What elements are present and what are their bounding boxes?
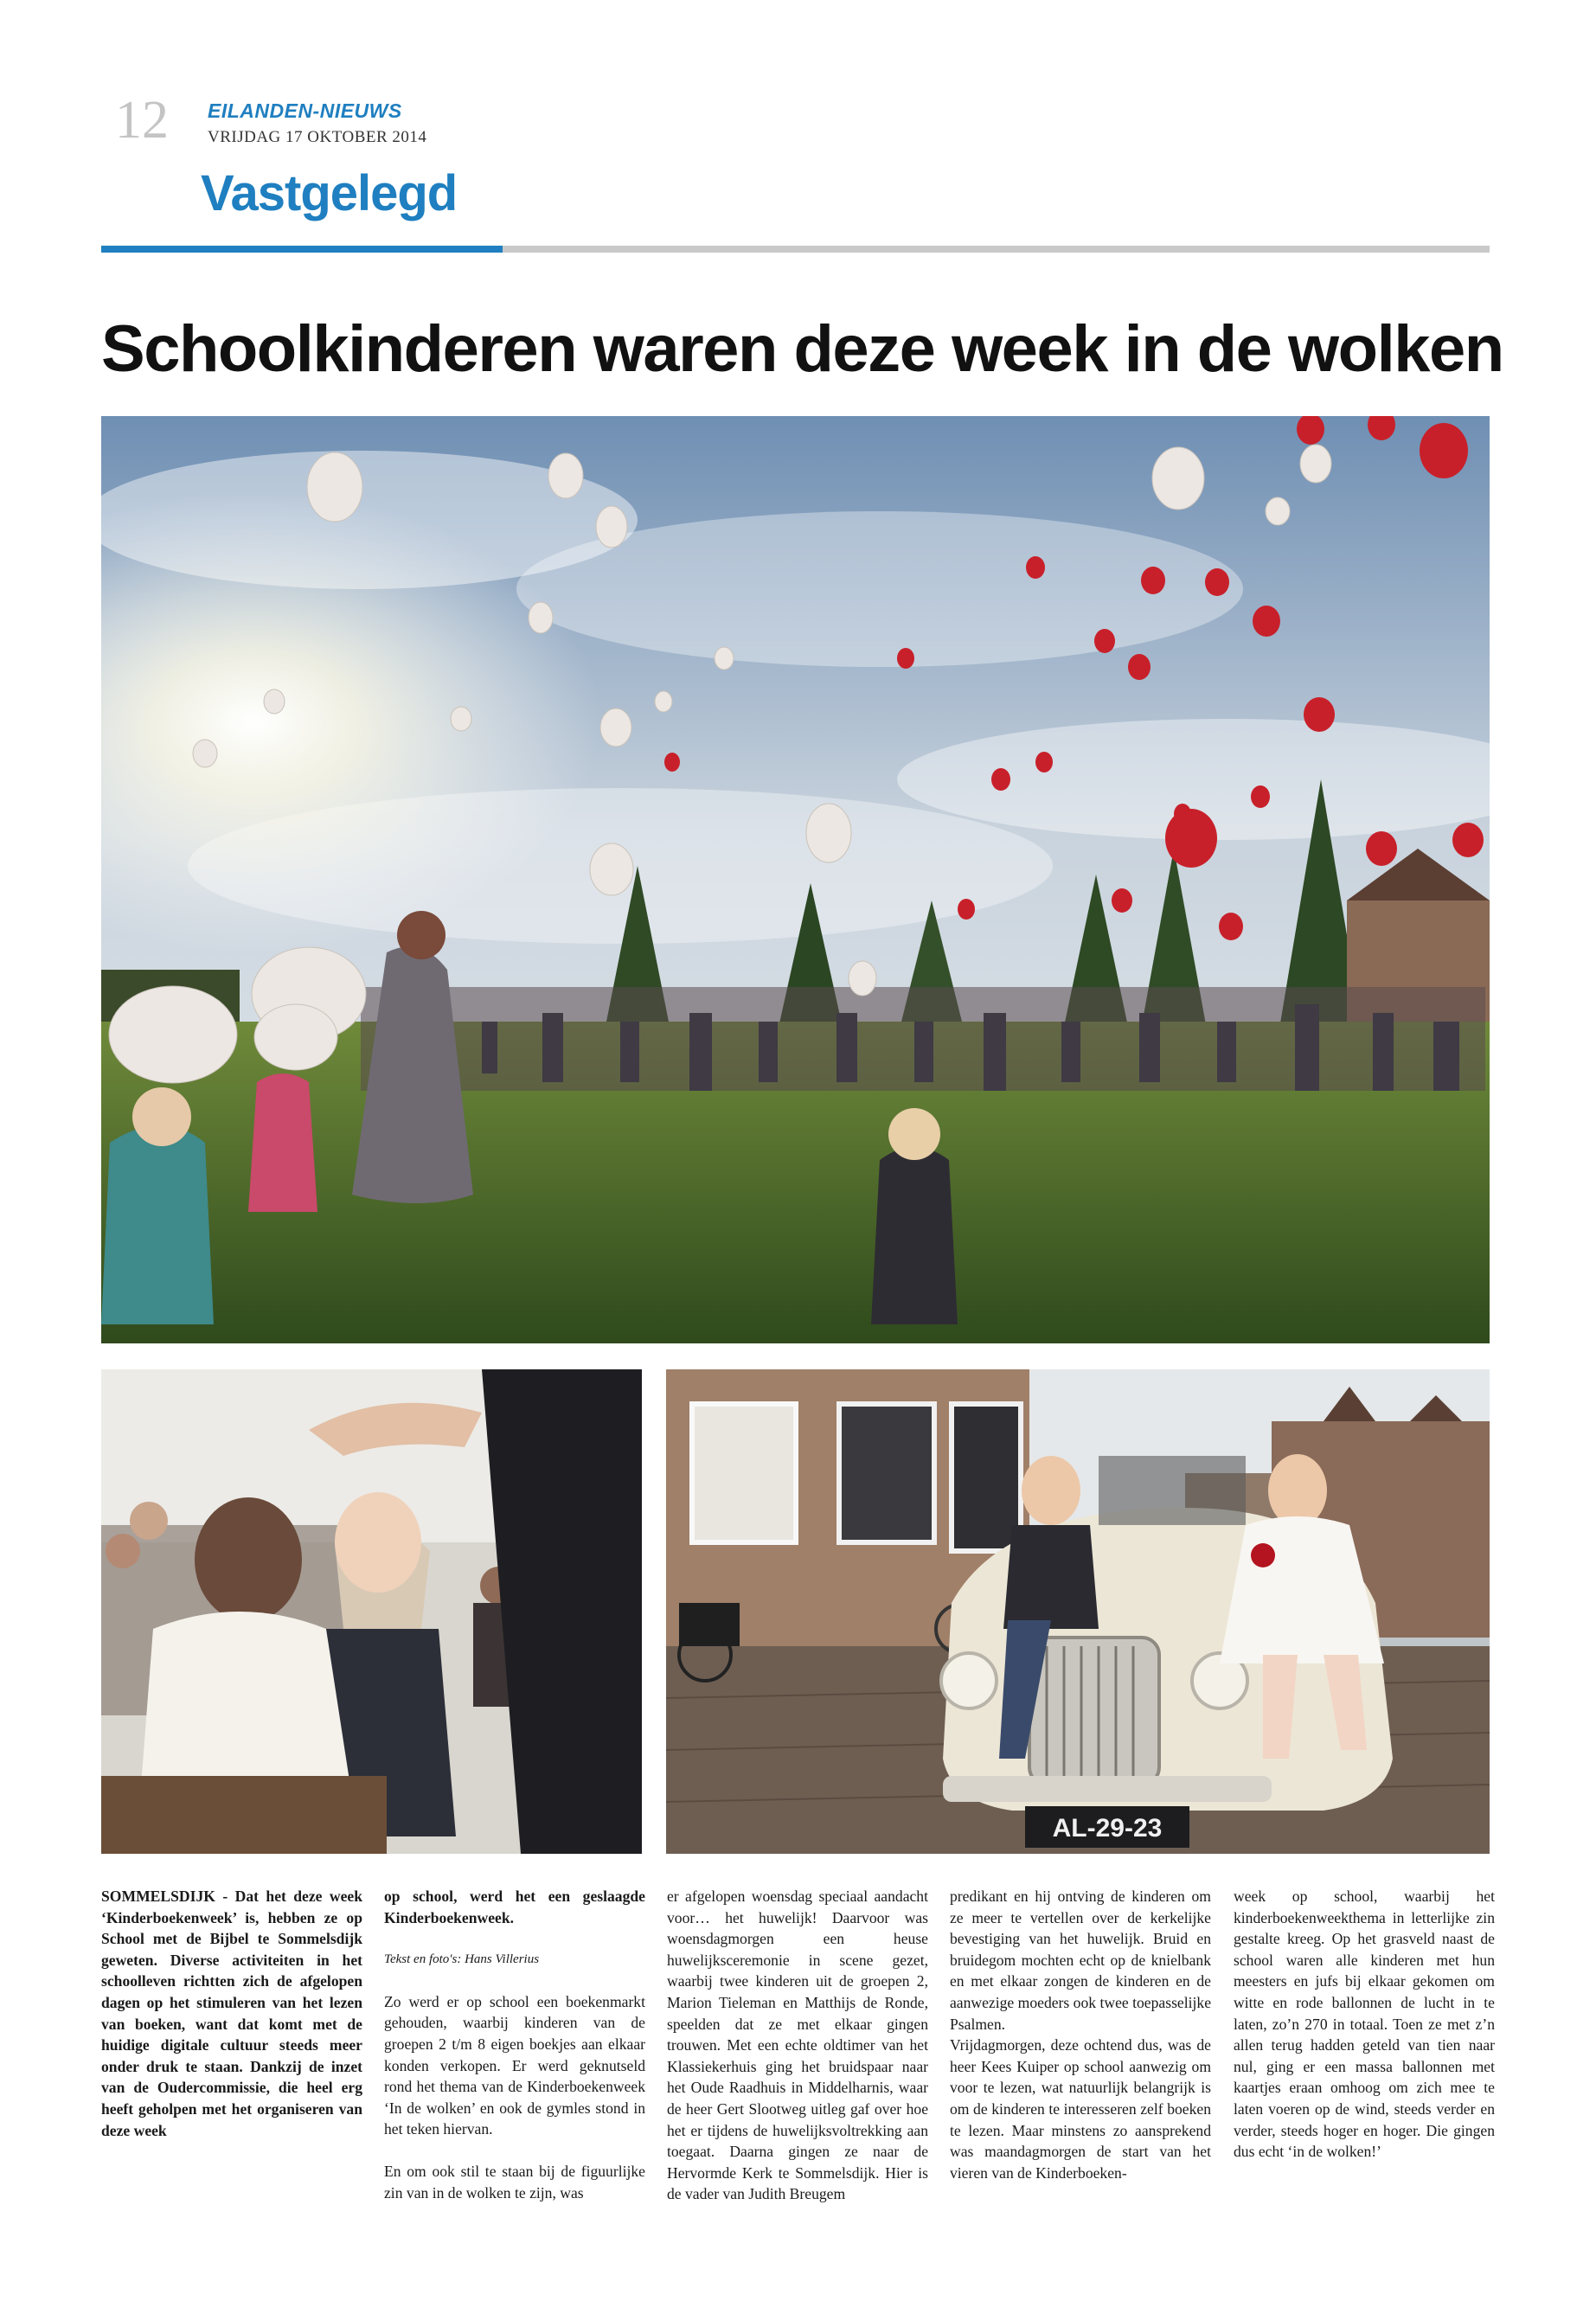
section-rule-accent bbox=[101, 246, 503, 253]
photo-wedding-car bbox=[666, 1369, 1490, 1854]
article-intro: SOMMELSDIJK - Dat het deze week ‘Kinderboekenweek’ is, hebben ze op School met de Bijbel te Sommelsdijk geweten. Diverse activiteiten in het schoolleven richtten zich de afgelopen dagen op het stimuleren van het lezen van boeken, want dat komt met de huidige digitale cultuur steeds meer onder druk te staan. Dankzij de inzet van de Oudercommissie, die heel erg heeft geholpen met het organiseren van deze week bbox=[101, 1888, 362, 2139]
photo-credit: Tekst en foto's: Hans Villerius bbox=[384, 1952, 540, 1967]
page-number: 12 bbox=[115, 91, 169, 150]
article-column-3 bbox=[667, 1886, 928, 2205]
article-column-4 bbox=[950, 1886, 1211, 2183]
article-paragraph: Zo werd er op school een boekenmarkt gehouden, waarbij kinderen van de groepen 2 t/m 8 eigen boekjes aan elkaar konden verkopen. Er werd geknutseld rond het thema van de Kinderboekenweek ‘In de wolken’ en ook de gymles stond in het teken hiervan. bbox=[384, 1992, 645, 2138]
article-paragraph: week op school, waarbij het kinderboekenweekthema in letterlijke zin gestalte kreeg. Op het grasveld naast de school waren alle kinderen met hun meesters en jufs bij elkaar gekomen om witte en rode ballonnen de lucht in te laten, zo’n 270 in totaal. Toen ze met z’n allen terug hadden geteld van tien naar nul, ging er een massa ballonnen met kaartjes eraan omhoog om zich mee te laten voeren op de wind, steeds verder en verder, steeds hoger en hoger. Die gingen dus echt ‘in de wolken!’ bbox=[1234, 1888, 1495, 2161]
photo-balloon-release bbox=[101, 416, 1490, 1343]
newspaper-logo: EILANDEN-NIEUWS bbox=[208, 99, 402, 122]
car-license-plate: AL-29-23 bbox=[1052, 1814, 1163, 1843]
article-paragraph: En om ook stil te staan bij de figuurlijke zin van in de wolken te zijn, was bbox=[384, 2162, 645, 2202]
section-title: Vastgelegd bbox=[201, 165, 458, 221]
headline: Schoolkinderen waren deze week in de wolken bbox=[101, 312, 1503, 386]
article-column-2 bbox=[384, 1886, 645, 2203]
article-paragraph: er afgelopen woensdag speciaal aandacht voor… het huwelijk! Daarvoor was woensdagmorgen een heuse huwelijksceremonie in scene gezet, waarbij twee kinderen uit de groepen 2, Marion Tieleman en Matthijs de Ronde, speelden dat ze met elkaar gingen trouwen. Met een echte oldtimer van het Klassiekerhuis ging het bruidspaar naar het Oude Raadhuis in Middelharnis, waar de heer Gert Slootweg uitleg gaf over hoe het er tijdens de huwelijksvoltrekking aan toegaat. Daarna gingen ze naar de Hervormde Kerk te Sommelsdijk. Hier is de vader van Judith Breugem bbox=[667, 1888, 928, 2203]
article-intro-end: op school, werd het een geslaagde Kinderboekenweek. bbox=[384, 1888, 645, 1926]
article-paragraph: Vrijdagmorgen, deze ochtend dus, was de heer Kees Kuiper op school aanwezig om voor te lezen, wat natuurlijk belangrijk is om de kinderen te interesseren zelf boeken te lezen. Maar minstens zo aansprekend was maandagmorgen de start van het vieren van de Kinderboeken- bbox=[950, 2036, 1211, 2182]
issue-date: VRIJDAG 17 OKTOBER 2014 bbox=[208, 128, 427, 146]
article-paragraph: predikant en hij ontving de kinderen om ze meer te vertellen over de kerkelijke bevestiging van het huwelijk. Bruid en bruidegom mochten echt op de knielbank en met elkaar zongen de kinderen en de aanwezige moeders ook twee toepasselijke Psalmen. bbox=[950, 1888, 1211, 2033]
article-column-5 bbox=[1234, 1886, 1495, 2163]
photo-church-blessing bbox=[101, 1369, 642, 1854]
article-column-1 bbox=[101, 1886, 362, 2141]
